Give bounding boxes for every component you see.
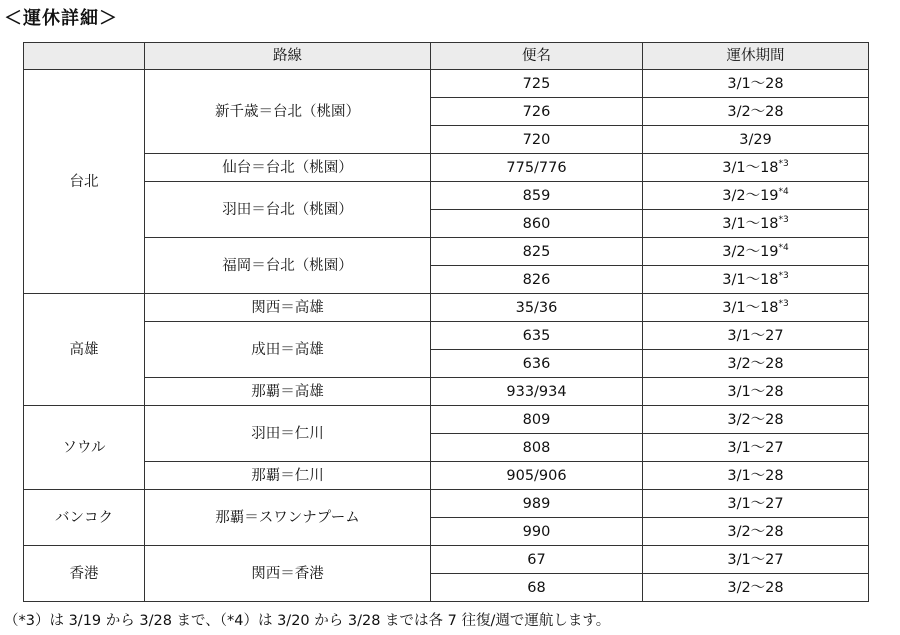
header-region <box>24 43 145 70</box>
suspension-period-cell <box>643 434 869 462</box>
suspension-period-cell <box>643 210 869 238</box>
region-cell: 台北 <box>24 70 145 294</box>
table-row <box>24 294 869 322</box>
table-row <box>24 182 869 210</box>
table-row <box>24 546 869 574</box>
route-cell: 仙台＝台北（桃園） <box>145 154 431 182</box>
flight-number-cell: 725 <box>431 70 643 98</box>
table-row <box>24 322 869 350</box>
flight-number-cell: 67 <box>431 546 643 574</box>
footnote-mark: *3 <box>778 270 789 281</box>
flight-number-cell: 726 <box>431 98 643 126</box>
suspension-period-cell <box>643 350 869 378</box>
route-cell: 羽田＝台北（桃園） <box>145 182 431 238</box>
flight-number-cell: 826 <box>431 266 643 294</box>
flight-number-cell: 635 <box>431 322 643 350</box>
flight-number-cell: 825 <box>431 238 643 266</box>
footnote-mark: *3 <box>778 298 789 309</box>
period-text: 3/1～27 <box>727 327 784 344</box>
period-text: 3/1～27 <box>727 439 784 456</box>
table-row <box>24 238 869 266</box>
suspension-period-cell <box>643 574 869 602</box>
period-text: 3/2～28 <box>727 523 784 540</box>
flight-number-cell: 35/36 <box>431 294 643 322</box>
footnote-mark: *4 <box>778 186 789 197</box>
footnote-mark: *4 <box>778 242 789 253</box>
suspension-period-cell <box>643 378 869 406</box>
suspension-period-cell <box>643 238 869 266</box>
period-text: 3/2～28 <box>727 355 784 372</box>
region-cell: ソウル <box>24 406 145 490</box>
flight-number-cell: 990 <box>431 518 643 546</box>
period-text: 3/1～27 <box>727 551 784 568</box>
route-cell: 那覇＝仁川 <box>145 462 431 490</box>
suspension-period-cell <box>643 406 869 434</box>
table-row <box>24 406 869 434</box>
route-cell: 成田＝高雄 <box>145 322 431 378</box>
region-cell: 高雄 <box>24 294 145 406</box>
route-cell: 関西＝香港 <box>145 546 431 602</box>
region-cell: バンコク <box>24 490 145 546</box>
flight-number-cell: 809 <box>431 406 643 434</box>
period-text: 3/1～27 <box>727 495 784 512</box>
period-text: 3/2～28 <box>727 579 784 596</box>
flight-number-cell: 989 <box>431 490 643 518</box>
table-row <box>24 378 869 406</box>
period-text: 3/1～18 <box>722 271 779 288</box>
table-row <box>24 462 869 490</box>
period-text: 3/2～28 <box>727 411 784 428</box>
flight-number-cell: 808 <box>431 434 643 462</box>
period-text: 3/1～18 <box>722 215 779 232</box>
period-text: 3/29 <box>739 131 772 148</box>
period-text: 3/1～18 <box>722 159 779 176</box>
flight-number-cell: 775/776 <box>431 154 643 182</box>
suspension-period-cell <box>643 322 869 350</box>
flight-number-cell: 68 <box>431 574 643 602</box>
flight-number-cell: 636 <box>431 350 643 378</box>
route-cell: 那覇＝スワンナプーム <box>145 490 431 546</box>
flight-number-cell: 905/906 <box>431 462 643 490</box>
table-row <box>24 154 869 182</box>
suspension-period-cell <box>643 462 869 490</box>
suspension-period-cell <box>643 126 869 154</box>
suspension-period-cell <box>643 518 869 546</box>
route-cell: 新千歳＝台北（桃園） <box>145 70 431 154</box>
route-cell: 関西＝高雄 <box>145 294 431 322</box>
table-row <box>24 490 869 518</box>
page-title: ＜運休詳細＞ <box>4 8 118 29</box>
header-period: 運休期間 <box>643 43 869 70</box>
route-cell: 福岡＝台北（桃園） <box>145 238 431 294</box>
suspension-period-cell <box>643 182 869 210</box>
suspension-period-cell <box>643 490 869 518</box>
header-route: 路線 <box>145 43 431 70</box>
footnote: （*3）は 3/19 から 3/28 まで、（*4）は 3/20 から 3/28 までは各 7 往復/週で運航します。 <box>4 613 611 629</box>
period-text: 3/2～19 <box>722 187 779 204</box>
suspension-period-cell <box>643 98 869 126</box>
table-row <box>24 70 869 98</box>
table-header-row <box>24 43 869 70</box>
header-flight: 便名 <box>431 43 643 70</box>
flight-number-cell: 933/934 <box>431 378 643 406</box>
flight-number-cell: 860 <box>431 210 643 238</box>
suspension-period-cell <box>643 154 869 182</box>
period-text: 3/1～18 <box>722 299 779 316</box>
period-text: 3/1～28 <box>727 75 784 92</box>
suspension-period-cell <box>643 294 869 322</box>
route-cell: 那覇＝高雄 <box>145 378 431 406</box>
suspension-period-cell <box>643 266 869 294</box>
period-text: 3/2～19 <box>722 243 779 260</box>
footnote-mark: *3 <box>778 158 789 169</box>
region-cell: 香港 <box>24 546 145 602</box>
period-text: 3/2～28 <box>727 103 784 120</box>
suspension-period-cell <box>643 546 869 574</box>
flight-number-cell: 720 <box>431 126 643 154</box>
period-text: 3/1～28 <box>727 383 784 400</box>
route-cell: 羽田＝仁川 <box>145 406 431 462</box>
suspension-table <box>23 42 869 602</box>
table-body <box>24 70 869 602</box>
flight-number-cell: 859 <box>431 182 643 210</box>
suspension-period-cell <box>643 70 869 98</box>
footnote-mark: *3 <box>778 214 789 225</box>
period-text: 3/1～28 <box>727 467 784 484</box>
